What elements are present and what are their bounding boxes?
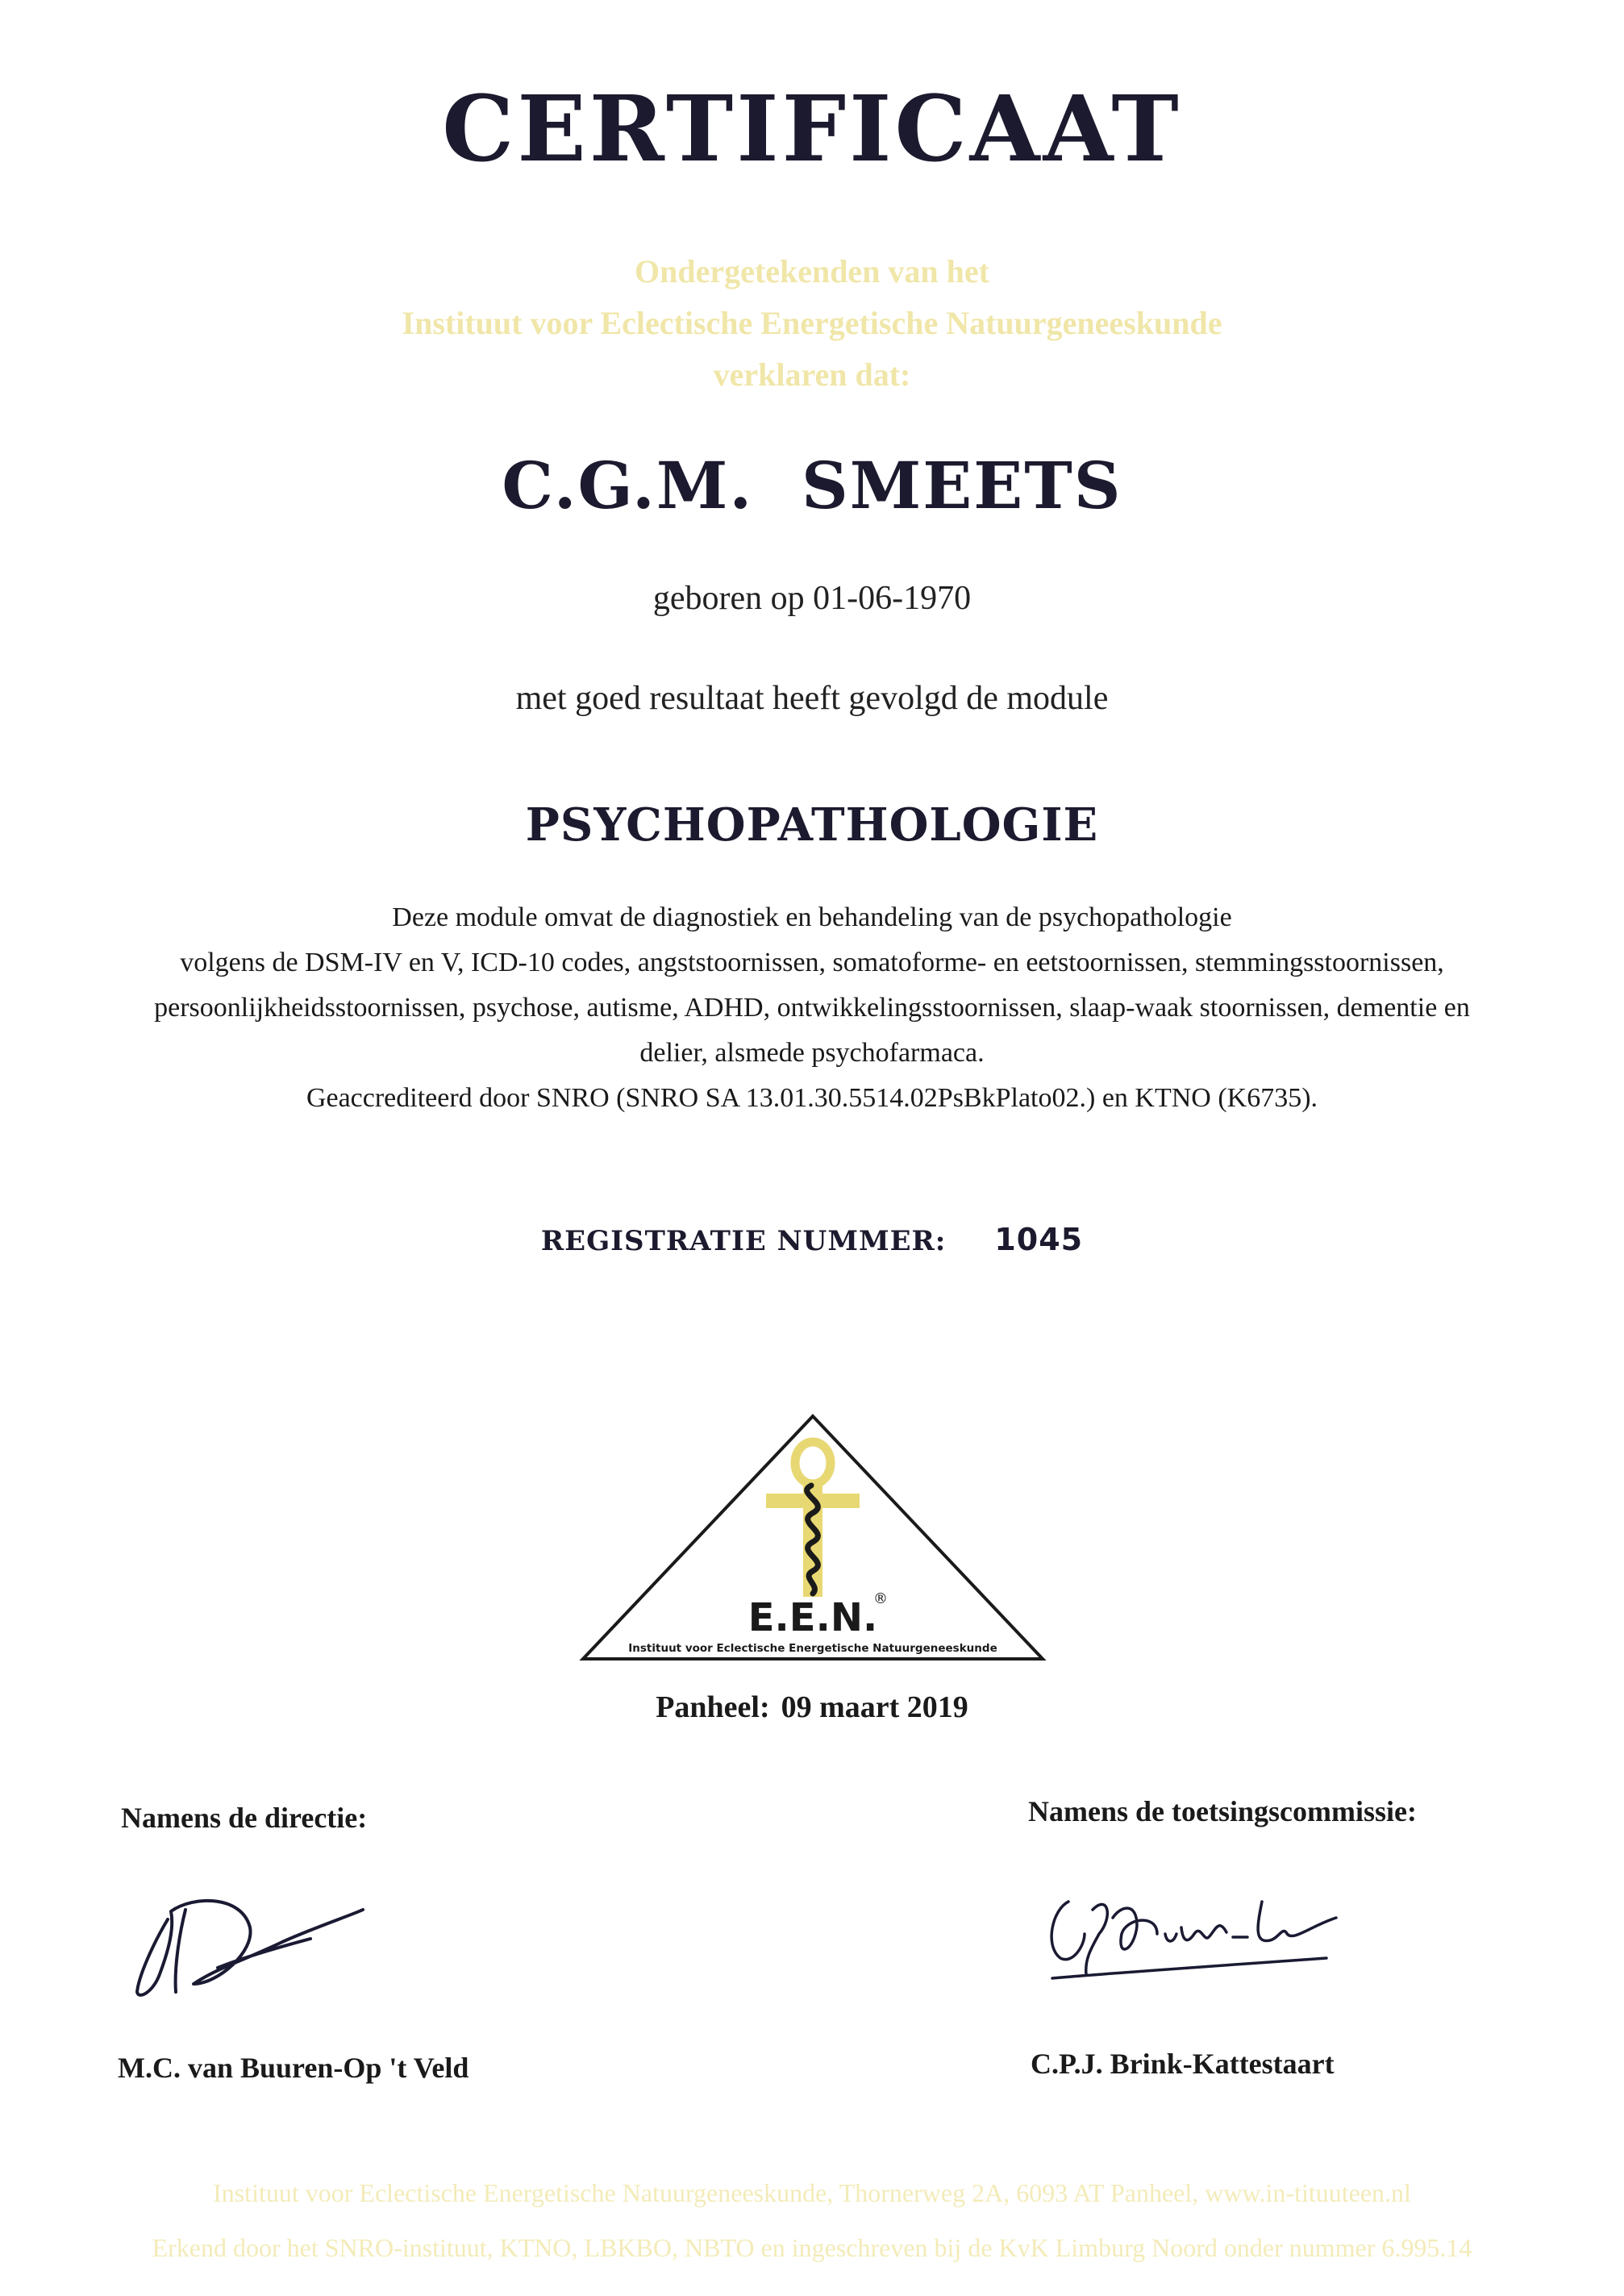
accreditation-line: Geaccrediteerd door SNRO (SNRO SA 13.01.30.5514.02PsBkPlato02.) en KTNO (K6735). <box>306 1083 1318 1113</box>
footer-line: Erkend door het SNRO-instituut, KTNO, LBKBO, NBTO en ingeschreven bij de KvK Limburg Noord onder nummer 6.995.14 <box>152 2233 1472 2262</box>
commissie-label: Namens de toetsingscommissie: <box>1028 1795 1417 1827</box>
directie-label: Namens de directie: <box>121 1802 368 1834</box>
intro-line: Instituut voor Eclectische Energetische Natuurgeneeskunde <box>402 305 1222 341</box>
issue-date: 09 maart 2019 <box>781 1690 968 1724</box>
birth-line: geboren op 01-06-1970 <box>652 580 972 617</box>
logo-abbreviation: E.E.N. <box>747 1595 878 1640</box>
logo-caption: Instituut voor Eclectische Energetische Natuurgeneeskunde <box>628 1642 997 1655</box>
result-line: met goed resultaat heeft gevolgd de module <box>515 680 1109 717</box>
footer-line: Instituut voor Eclectische Energetische Natuurgeneeskunde, Thornerweg 2A, 6093 AT Panheel, www.in-tituuteen.nl <box>213 2178 1411 2207</box>
description-line: persoonlijkheidsstoornissen, psychose, autisme, ADHD, ontwikkelingsstoornissen, slaap-waak stoornissen, dementie en <box>154 993 1470 1023</box>
registered-mark: ® <box>873 1590 888 1607</box>
intro-text <box>0 246 1624 401</box>
footer <box>0 2165 1624 2275</box>
commissie-name: C.P.J. Brink-Kattestaart <box>1031 2048 1335 2080</box>
description-line: delier, alsmede psychofarmaca. <box>639 1038 985 1068</box>
registration-label: REGISTRATIE NUMMER: <box>540 1225 947 1257</box>
module-description <box>0 895 1624 1121</box>
registration-number <box>0 1222 1624 1257</box>
place: Panheel: <box>656 1690 770 1724</box>
description-line: Deze module omvat de diagnostiek en behandeling van de psychopathologie <box>392 902 1232 932</box>
description-line: volgens de DSM-IV en V, ICD-10 codes, angststoornissen, somatoforme- en eetstoornissen, stemmingsstoornissen, <box>180 948 1444 977</box>
place-date <box>0 1690 1624 1725</box>
commissie-signature <box>1036 1869 1359 1998</box>
intro-line: Ondergetekenden van het <box>635 253 989 290</box>
registration-value: 1045 <box>994 1222 1084 1257</box>
module-title: PSYCHOPATHOLOGIE <box>525 798 1099 852</box>
directie-signature <box>121 1871 379 2016</box>
certificate-title: CERTIFICAAT <box>442 77 1182 182</box>
directie-name: M.C. van Buuren-Op 't Veld <box>118 2052 469 2084</box>
recipient-name: C.G.M. SMEETS <box>502 448 1122 523</box>
een-logo <box>579 1413 1047 1665</box>
intro-line: verklaren dat: <box>713 356 911 393</box>
